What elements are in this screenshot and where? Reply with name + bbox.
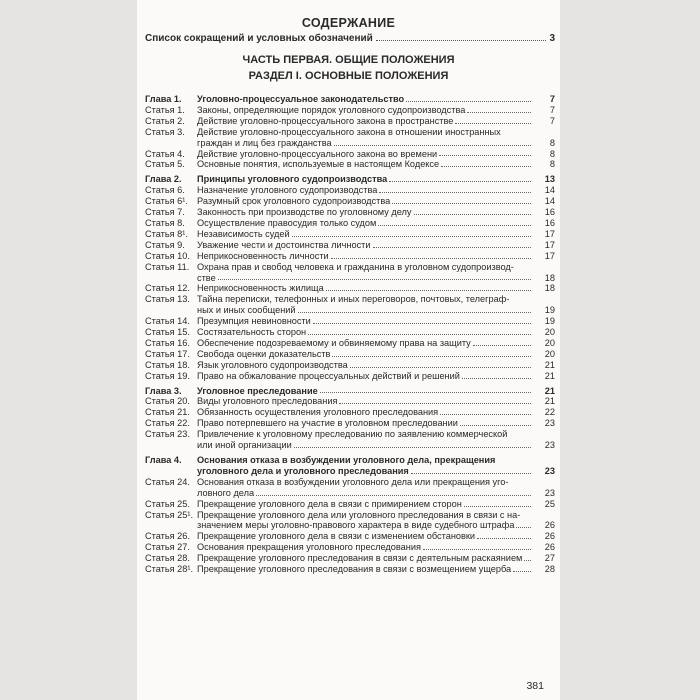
toc-row: Статья 24. Основания отказа в возбуждении уголовного дела или прекращения уго- xyxy=(145,476,509,487)
toc-row-continuation: граждан и лиц без гражданства 8 xyxy=(197,137,555,148)
abbr-page: 3 xyxy=(549,33,555,44)
chapter-page: 23 xyxy=(544,465,555,476)
chapter-label: Глава 2. xyxy=(145,174,182,185)
toc-row: Статья 27. Основания прекращения уголовного преследования 26 xyxy=(145,542,555,553)
chapter-title: Уголовно-процессуальное законодательство xyxy=(197,94,405,104)
chapter-row xyxy=(145,94,555,105)
toc-row-continuation: ловного дела 23 xyxy=(197,487,555,498)
toc-row: Статья 15. Состязательность сторон 20 xyxy=(145,327,555,338)
toc-row: Статья 17. Свобода оценки доказательств 20 xyxy=(145,348,555,359)
chapter-page: 7 xyxy=(549,94,555,104)
toc-row: Статья 21. Обязанность осуществления уголовного преследования 22 xyxy=(145,407,555,418)
abbr-entry xyxy=(145,33,555,44)
toc-row: Статья 25¹. Прекращение уголовного дела или уголовного преследования в связи с на- xyxy=(145,509,521,520)
chapter-row xyxy=(145,386,555,397)
chapter-title: Принципы уголовного судопроизводства xyxy=(197,174,388,185)
toc-row: Статья 3. Действие уголовно-процессуального закона в отношении иностранных xyxy=(145,126,501,137)
toc-row: Статья 28. Прекращение уголовного преследования в связи с деятельным раскаянием 27 xyxy=(145,553,555,564)
chapter-row xyxy=(145,455,555,466)
chapter-row xyxy=(145,174,555,185)
page-title: СОДЕРЖАНИЕ xyxy=(301,16,396,30)
abbr-label: Список сокращений и условных обозначений xyxy=(145,33,373,44)
chapter-title-continuation: уголовного дела и уголовного преследования 23 xyxy=(197,465,555,476)
toc-row: Статья 6¹. Разумный срок уголовного судопроизводства 14 xyxy=(145,196,555,207)
toc-row: Статья 9. Уважение чести и достоинства личности 17 xyxy=(145,239,555,250)
toc-row: Статья 18. Язык уголовного судопроизводства 21 xyxy=(145,359,555,370)
toc-row: Статья 20. Виды уголовного преследования 21 xyxy=(145,396,555,407)
toc-list xyxy=(145,90,555,575)
toc-row: Статья 25. Прекращение уголовного дела в связи с примирением сторон 25 xyxy=(145,498,555,509)
toc-row: Статья 6. Назначение уголовного судопроизводства 14 xyxy=(145,185,555,196)
toc-row: Статья 23. Привлечение к уголовному преследованию по заявлению коммерческой xyxy=(145,429,508,440)
chapter-title: Уголовное преследование xyxy=(197,385,318,396)
chapter-page: 13 xyxy=(544,174,555,185)
toc-row-continuation: или иной организации 23 xyxy=(197,440,555,451)
chapter-label: Глава 3. xyxy=(145,385,182,396)
chapter-label: Глава 1. xyxy=(145,94,182,104)
toc-row: Статья 16. Обеспечение подозреваемому и обвиняемому права на защиту 20 xyxy=(145,337,555,348)
toc-row: Статья 5. Основные понятия, используемые в настоящем Кодексе 8 xyxy=(145,159,555,170)
toc-row: Статья 2. Действие уголовно-процессуального закона в пространстве 7 xyxy=(145,115,555,126)
toc-row: Статья 11. Охрана прав и свобод человека и гражданина в уголовном судопроизвод- xyxy=(145,261,514,272)
toc-row: Статья 26. Прекращение уголовного дела в связи с изменением обстановки 26 xyxy=(145,531,555,542)
toc-row: Статья 28¹. Прекращение уголовного преследования в связи с возмещением ущерба 28 xyxy=(145,564,555,575)
toc-row: Статья 22. Право потерпевшего на участие в уголовном преследовании 23 xyxy=(145,418,555,429)
toc-row: Статья 8¹. Независимость судей 17 xyxy=(145,228,555,239)
toc-row: Статья 8. Осуществление правосудия только судом 16 xyxy=(145,217,555,228)
toc-row-continuation: ных и иных сообщений 19 xyxy=(197,305,555,316)
toc-row: Статья 19. Право на обжалование процессуальных действий и решений 21 xyxy=(145,370,555,381)
chapter-page: 21 xyxy=(544,385,555,396)
toc-row: Статья 13. Тайна переписки, телефонных и иных переговоров, почтовых, телеграф- xyxy=(145,294,510,305)
part-heading: ЧАСТЬ ПЕРВАЯ. ОБЩИЕ ПОЛОЖЕНИЯ xyxy=(242,54,455,66)
chapter-title: Основания отказа в возбуждении уголовного дела, прекращения xyxy=(197,455,496,465)
book-page xyxy=(137,0,560,700)
toc-row: Статья 12. Неприкосновенность жилища 18 xyxy=(145,283,555,294)
toc-row: Статья 4. Действие уголовно-процессуального закона во времени 8 xyxy=(145,148,555,159)
toc-row: Статья 7. Законность при производстве по уголовному делу 16 xyxy=(145,207,555,218)
page-number: 381 xyxy=(526,680,544,692)
toc-row: Статья 14. Презумпция невиновности 19 xyxy=(145,316,555,327)
chapter-label: Глава 4. xyxy=(145,455,182,465)
toc-row-continuation: стве 18 xyxy=(197,272,555,283)
toc-row: Статья 10. Неприкосновенность личности 17 xyxy=(145,250,555,261)
toc-row-continuation: значением меры уголовно-правового характера в виде судебного штрафа 26 xyxy=(197,520,555,531)
leader-dots xyxy=(376,40,547,41)
toc-row: Статья 1. Законы, определяющие порядок уголовного судопроизводства 7 xyxy=(145,104,555,115)
section-heading: РАЗДЕЛ I. ОСНОВНЫЕ ПОЛОЖЕНИЯ xyxy=(248,70,449,82)
